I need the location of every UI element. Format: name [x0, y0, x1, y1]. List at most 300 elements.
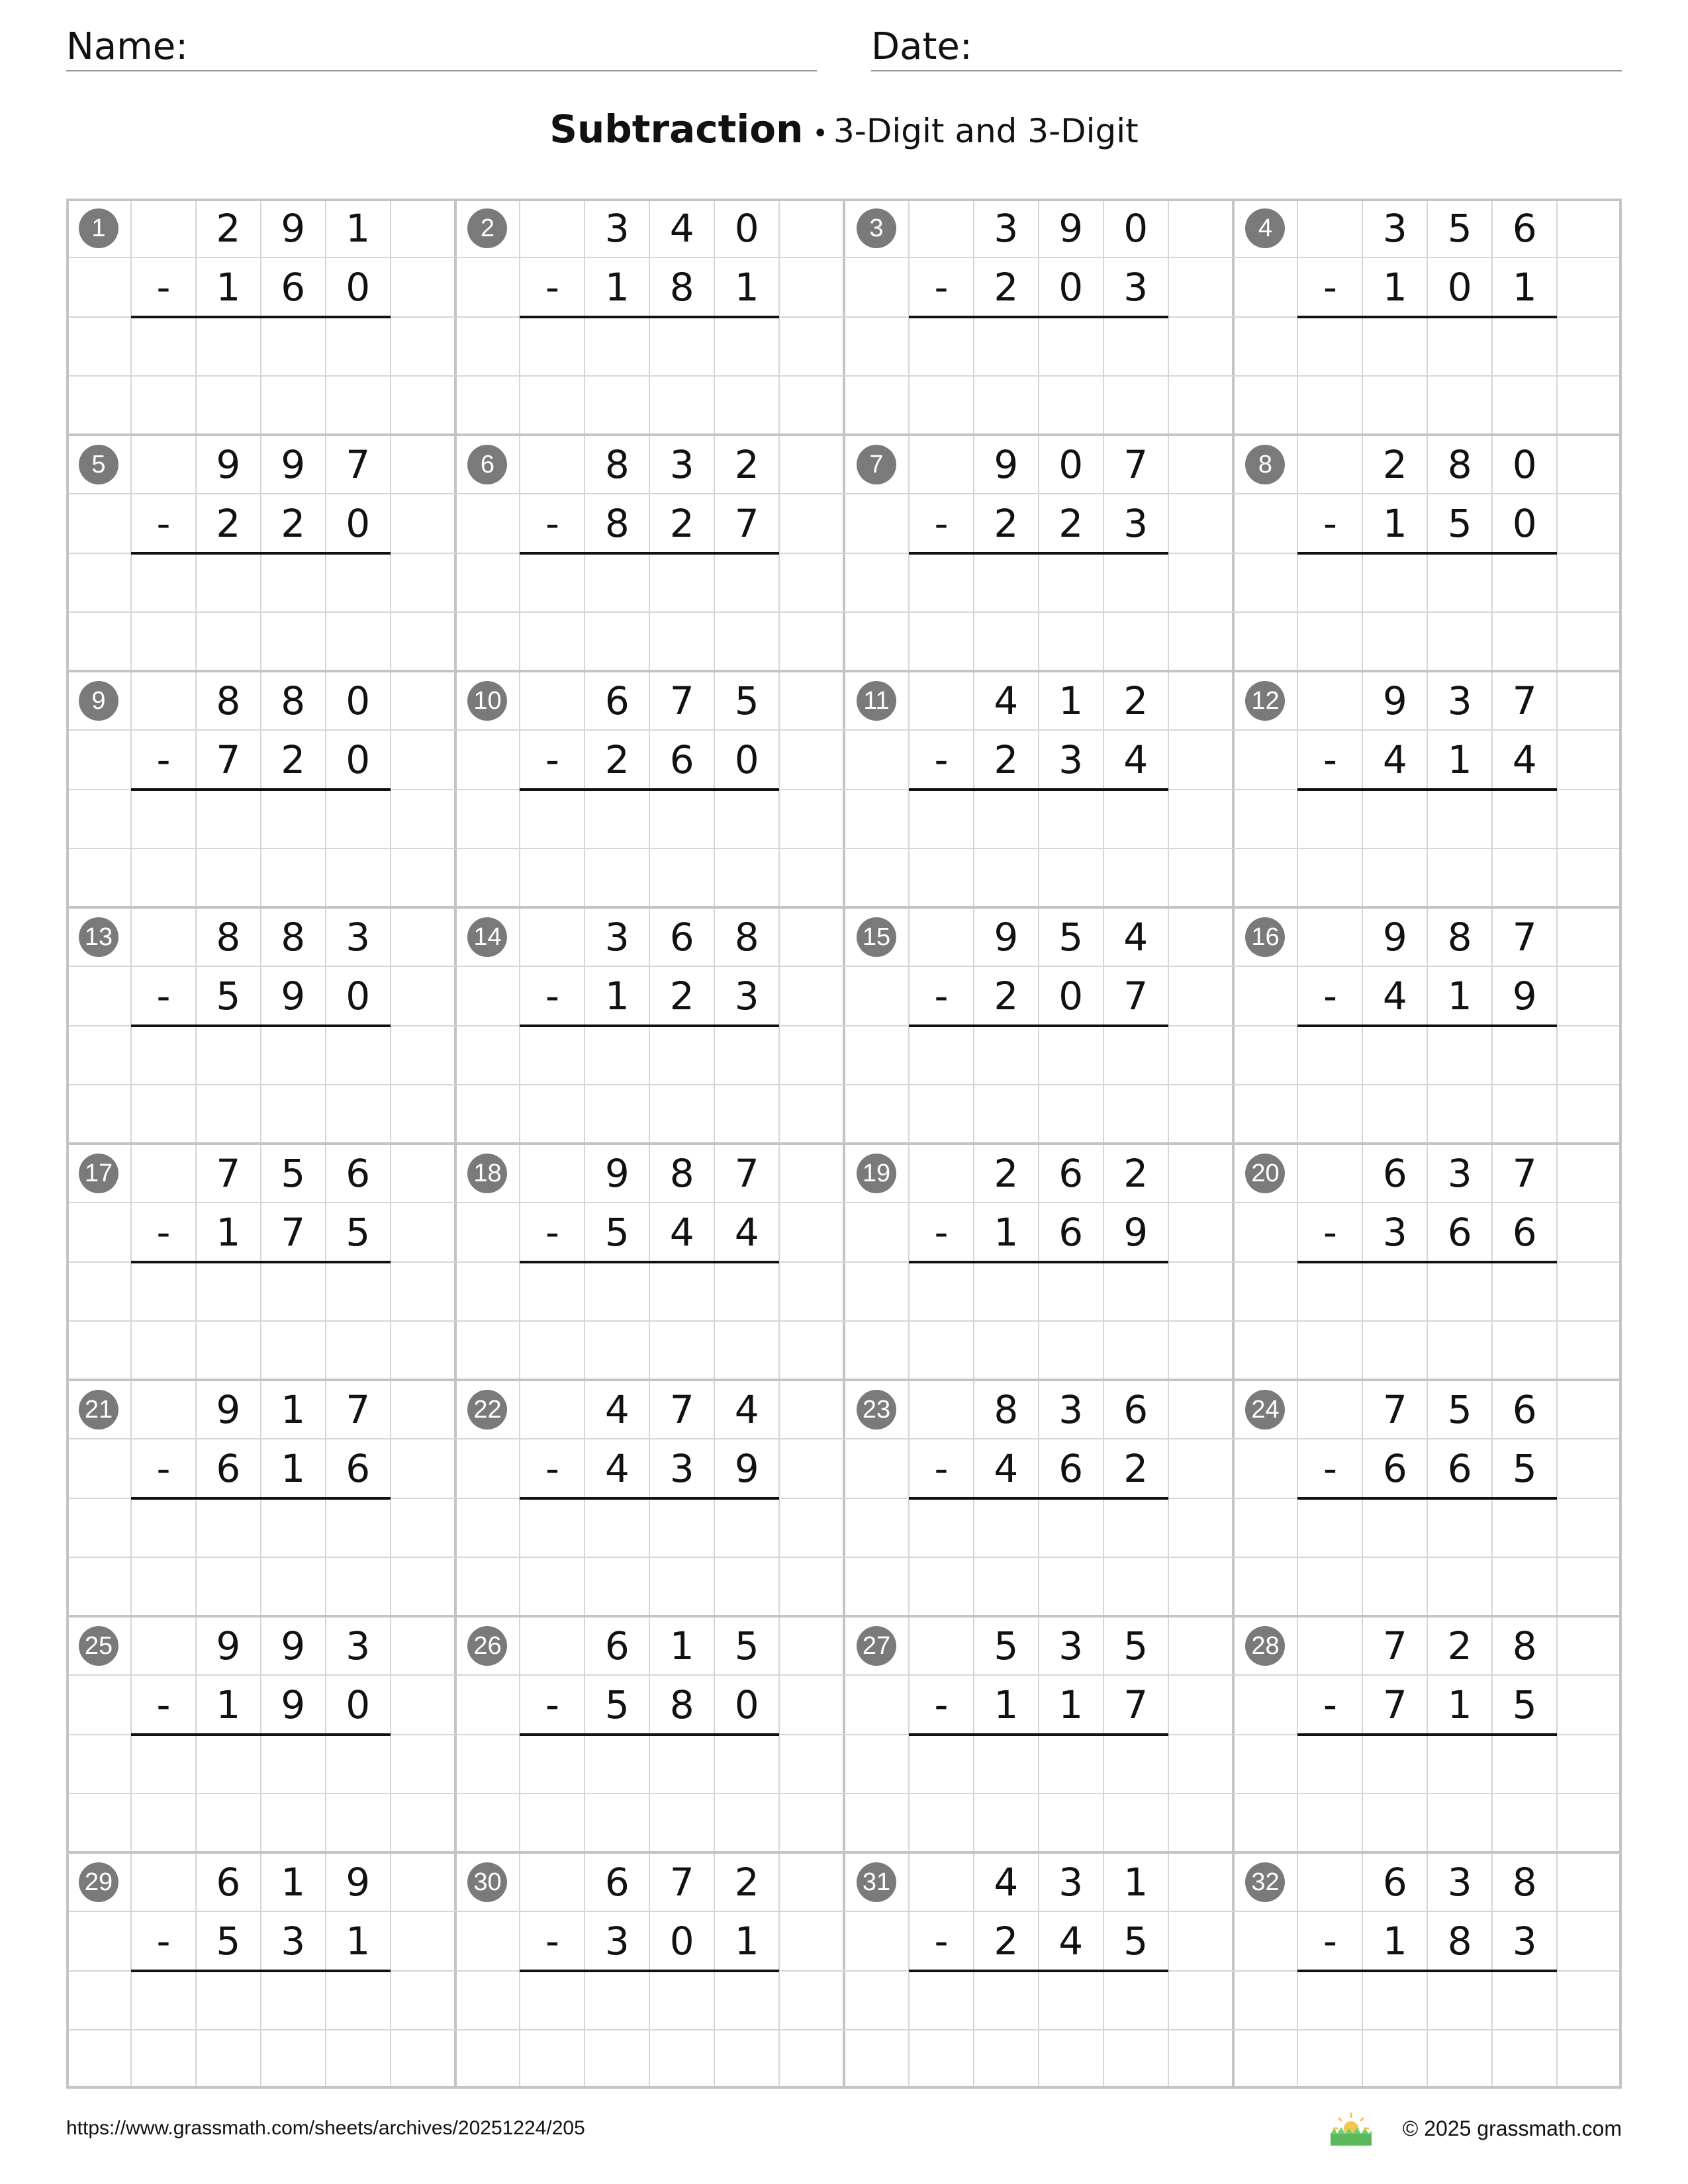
answer-cell[interactable]	[1492, 317, 1557, 376]
subtrahend-digit: 0	[1058, 265, 1084, 310]
subtrahend-digit: 6	[1058, 1210, 1084, 1255]
minuend-digit: 6	[1512, 1387, 1537, 1432]
minus-sign: -	[156, 1446, 171, 1492]
minus-sign: -	[545, 1446, 559, 1492]
minuend-digit: 7	[346, 1387, 371, 1432]
minuend-digit: 6	[604, 1860, 630, 1905]
minuend-digit: 6	[1382, 1151, 1407, 1196]
problem-number-badge: 32	[1245, 1862, 1285, 1902]
minuend-digit: 1	[1123, 1860, 1149, 1905]
minuend-digit: 5	[734, 1623, 759, 1668]
answer-cell[interactable]	[1362, 317, 1427, 376]
answer-cell[interactable]	[1427, 1735, 1492, 1794]
answer-cell[interactable]	[196, 317, 261, 376]
minus-sign: -	[156, 1682, 171, 1728]
minuend-digit: 2	[994, 1151, 1019, 1196]
minuend-digit: 5	[1123, 1623, 1149, 1668]
answer-cell[interactable]	[1362, 1971, 1427, 2030]
answer-cell[interactable]	[714, 317, 779, 376]
minuend-digit: 2	[1123, 1151, 1149, 1196]
minuend-digit: 1	[669, 1623, 694, 1668]
minus-sign: -	[934, 1210, 949, 1255]
subtrahend-digit: 4	[669, 1210, 694, 1255]
name-field[interactable]	[66, 24, 817, 71]
subtrahend-digit: 4	[994, 1446, 1019, 1492]
problem-number-badge: 26	[467, 1626, 507, 1666]
subtrahend-digit: 3	[1123, 501, 1149, 547]
problem-number-badge: 21	[79, 1390, 118, 1430]
answer-cell[interactable]	[649, 1971, 714, 2030]
answer-cell[interactable]	[585, 1498, 649, 1557]
date-field[interactable]	[871, 24, 1622, 71]
answer-cell[interactable]	[1427, 1026, 1492, 1085]
answer-cell[interactable]	[585, 790, 649, 848]
problem-number-badge: 3	[857, 208, 896, 248]
answer-cell[interactable]	[196, 1498, 261, 1557]
answer-cell[interactable]	[1039, 317, 1103, 376]
minus-sign: -	[934, 1682, 949, 1728]
problem-number-badge: 9	[79, 681, 118, 721]
minus-sign: -	[1323, 1446, 1337, 1492]
answer-cell[interactable]	[1362, 1262, 1427, 1321]
answer-cell[interactable]	[261, 790, 326, 848]
minuend-digit: 0	[1058, 442, 1084, 487]
minuend-digit: 8	[216, 678, 241, 723]
answer-cell[interactable]	[1362, 1735, 1427, 1794]
subtrahend-digit: 3	[734, 974, 759, 1019]
minus-sign: -	[545, 501, 559, 547]
answer-cell[interactable]	[326, 1498, 391, 1557]
subtrahend-digit: 6	[1512, 1210, 1537, 1255]
subtrahend-digit: 2	[994, 737, 1019, 783]
subtrahend-digit: 4	[734, 1210, 759, 1255]
minus-sign: -	[934, 1919, 949, 1964]
minuend-digit: 7	[1382, 1623, 1407, 1668]
minuend-digit: 7	[346, 442, 371, 487]
problem-number-badge: 4	[1245, 208, 1285, 248]
problem-number-badge: 24	[1245, 1390, 1285, 1430]
minuend-digit: 4	[669, 206, 694, 251]
answer-cell[interactable]	[649, 1498, 714, 1557]
subtrahend-digit: 8	[604, 501, 630, 547]
subtrahend-digit: 0	[669, 1919, 694, 1964]
answer-cell[interactable]	[974, 1026, 1039, 1085]
minus-sign: -	[1323, 974, 1337, 1019]
answer-cell[interactable]	[1492, 1026, 1557, 1085]
subtrahend-digit: 8	[669, 265, 694, 310]
subtrahend-digit: 6	[1447, 1446, 1472, 1492]
subtrahend-digit: 2	[281, 501, 306, 547]
subtrahend-digit: 0	[346, 501, 371, 547]
subtrahend-digit: 4	[1512, 737, 1537, 783]
answer-cell[interactable]	[1427, 790, 1492, 848]
minus-sign: -	[934, 974, 949, 1019]
minus-sign: -	[156, 974, 171, 1019]
answer-cell[interactable]	[1427, 1262, 1492, 1321]
subtrahend-digit: 2	[994, 501, 1019, 547]
minuend-digit: 8	[1447, 915, 1472, 960]
problem-number-badge: 13	[79, 917, 118, 957]
subtrahend-digit: 2	[604, 737, 630, 783]
minus-sign: -	[934, 265, 949, 310]
answer-cell[interactable]	[649, 317, 714, 376]
subtrahend-digit: 1	[1382, 1919, 1407, 1964]
subtrahend-digit: 2	[994, 974, 1019, 1019]
answer-cell[interactable]	[974, 553, 1039, 612]
answer-cell[interactable]	[1103, 1026, 1168, 1085]
subtrahend-digit: 7	[216, 737, 241, 783]
answer-cell[interactable]	[261, 1971, 326, 2030]
answer-cell[interactable]	[585, 1735, 649, 1794]
subtrahend-digit: 6	[216, 1446, 241, 1492]
answer-cell[interactable]	[974, 1498, 1039, 1557]
subtrahend-digit: 4	[1382, 974, 1407, 1019]
subtrahend-digit: 0	[734, 737, 759, 783]
subtrahend-digit: 2	[994, 265, 1019, 310]
answer-cell[interactable]	[1492, 790, 1557, 848]
subtrahend-digit: 2	[669, 974, 694, 1019]
subtrahend-digit: 0	[734, 1682, 759, 1728]
minuend-digit: 7	[1512, 678, 1537, 723]
subtrahend-digit: 3	[281, 1919, 306, 1964]
problem-number-badge: 15	[857, 917, 896, 957]
minuend-digit: 9	[281, 442, 306, 487]
minuend-digit: 3	[669, 442, 694, 487]
answer-cell[interactable]	[974, 1262, 1039, 1321]
problem-number-badge: 31	[857, 1862, 896, 1902]
subtrahend-digit: 1	[216, 265, 241, 310]
answer-cell[interactable]	[585, 1971, 649, 2030]
minuend-digit: 3	[1447, 1151, 1472, 1196]
answer-cell[interactable]	[261, 1026, 326, 1085]
answer-cell[interactable]	[649, 1262, 714, 1321]
subtrahend-digit: 1	[1058, 1682, 1084, 1728]
subtrahend-digit: 7	[734, 501, 759, 547]
answer-cell[interactable]	[1362, 553, 1427, 612]
minuend-digit: 9	[216, 1623, 241, 1668]
minuend-digit: 7	[1123, 442, 1149, 487]
answer-cell[interactable]	[714, 1971, 779, 2030]
answer-cell[interactable]	[585, 317, 649, 376]
minus-sign: -	[1323, 1919, 1337, 1964]
problem-number-badge: 8	[1245, 445, 1285, 484]
minuend-digit: 3	[1058, 1860, 1084, 1905]
answer-cell[interactable]	[1427, 553, 1492, 612]
problem-number-badge: 22	[467, 1390, 507, 1430]
minus-sign: -	[156, 501, 171, 547]
problem-number-badge: 27	[857, 1626, 896, 1666]
minuend-digit: 8	[734, 915, 759, 960]
subtrahend-digit: 4	[1123, 737, 1149, 783]
minuend-digit: 8	[669, 1151, 694, 1196]
problem-number-badge: 30	[467, 1862, 507, 1902]
subtrahend-digit: 4	[604, 1446, 630, 1492]
minuend-digit: 4	[994, 1860, 1019, 1905]
answer-cell[interactable]	[196, 1971, 261, 2030]
minuend-digit: 8	[1512, 1623, 1537, 1668]
minus-sign: -	[156, 737, 171, 783]
worksheet-title	[0, 99, 1688, 163]
answer-cell[interactable]	[714, 790, 779, 848]
subtrahend-digit: 1	[734, 1919, 759, 1964]
problem-number-badge: 20	[1245, 1154, 1285, 1193]
minuend-digit: 8	[281, 678, 306, 723]
minuend-digit: 2	[1382, 442, 1407, 487]
minuend-digit: 3	[1058, 1387, 1084, 1432]
subtrahend-digit: 0	[346, 265, 371, 310]
subtrahend-digit: 3	[604, 1919, 630, 1964]
subtrahend-digit: 4	[1058, 1919, 1084, 1964]
date-label: Date:	[871, 25, 972, 68]
minuend-digit: 9	[994, 442, 1019, 487]
answer-cell[interactable]	[585, 553, 649, 612]
minus-sign: -	[934, 737, 949, 783]
minuend-digit: 6	[669, 915, 694, 960]
answer-cell[interactable]	[585, 1026, 649, 1085]
minuend-digit: 3	[1447, 1860, 1472, 1905]
minuend-digit: 8	[1447, 442, 1472, 487]
subtrahend-digit: 3	[1123, 265, 1149, 310]
minuend-digit: 6	[216, 1860, 241, 1905]
minus-sign: -	[545, 737, 559, 783]
minus-sign: -	[156, 1210, 171, 1255]
answer-cell[interactable]	[1362, 1026, 1427, 1085]
subtrahend-digit: 5	[1123, 1919, 1149, 1964]
subtrahend-digit: 5	[346, 1210, 371, 1255]
minuend-digit: 3	[994, 206, 1019, 251]
minuend-digit: 9	[216, 1387, 241, 1432]
answer-cell[interactable]	[1039, 1026, 1103, 1085]
answer-cell[interactable]	[1362, 1498, 1427, 1557]
subtrahend-digit: 4	[1382, 737, 1407, 783]
answer-cell[interactable]	[326, 1262, 391, 1321]
answer-cell[interactable]	[1427, 317, 1492, 376]
minuend-digit: 9	[1382, 915, 1407, 960]
answer-cell[interactable]	[649, 790, 714, 848]
subtrahend-digit: 0	[346, 974, 371, 1019]
answer-cell[interactable]	[1427, 1971, 1492, 2030]
minuend-digit: 6	[1382, 1860, 1407, 1905]
answer-cell[interactable]	[714, 553, 779, 612]
answer-cell[interactable]	[196, 1735, 261, 1794]
minus-sign: -	[934, 501, 949, 547]
subtrahend-digit: 7	[1382, 1682, 1407, 1728]
answer-cell[interactable]	[1103, 790, 1168, 848]
minuend-digit: 9	[281, 206, 306, 251]
subtrahend-digit: 1	[216, 1210, 241, 1255]
answer-cell[interactable]	[974, 317, 1039, 376]
answer-cell[interactable]	[1492, 1498, 1557, 1557]
problem-number-badge: 25	[79, 1626, 118, 1666]
subtrahend-digit: 7	[281, 1210, 306, 1255]
subtrahend-digit: 9	[1512, 974, 1537, 1019]
answer-cell[interactable]	[1103, 553, 1168, 612]
answer-cell[interactable]	[1362, 790, 1427, 848]
answer-cell[interactable]	[196, 1026, 261, 1085]
minuend-digit: 9	[281, 1623, 306, 1668]
answer-cell[interactable]	[326, 1735, 391, 1794]
subtrahend-digit: 2	[994, 1919, 1019, 1964]
minus-sign: -	[545, 1682, 559, 1728]
problem-number-badge: 12	[1245, 681, 1285, 721]
subtrahend-digit: 1	[1382, 501, 1407, 547]
minuend-digit: 5	[1058, 915, 1084, 960]
answer-cell[interactable]	[1103, 1735, 1168, 1794]
subtrahend-digit: 3	[1512, 1919, 1537, 1964]
minuend-digit: 3	[346, 915, 371, 960]
answer-cell[interactable]	[326, 790, 391, 848]
minuend-digit: 9	[604, 1151, 630, 1196]
answer-cell[interactable]	[1492, 553, 1557, 612]
subtrahend-digit: 1	[734, 265, 759, 310]
subtrahend-digit: 6	[1382, 1446, 1407, 1492]
minus-sign: -	[1323, 1682, 1337, 1728]
answer-cell[interactable]	[649, 553, 714, 612]
minus-sign: -	[545, 974, 559, 1019]
subtrahend-digit: 1	[1447, 737, 1472, 783]
answer-cell[interactable]	[1039, 553, 1103, 612]
answer-cell[interactable]	[974, 790, 1039, 848]
minuend-digit: 6	[346, 1151, 371, 1196]
minuend-digit: 0	[346, 678, 371, 723]
subtrahend-digit: 1	[604, 265, 630, 310]
subtrahend-digit: 0	[346, 1682, 371, 1728]
answer-cell[interactable]	[974, 1735, 1039, 1794]
minuend-digit: 2	[734, 442, 759, 487]
subtrahend-digit: 1	[281, 1446, 306, 1492]
subtrahend-digit: 0	[346, 737, 371, 783]
answer-cell[interactable]	[1103, 317, 1168, 376]
minus-sign: -	[156, 1919, 171, 1964]
answer-cell[interactable]	[714, 1735, 779, 1794]
answer-cell[interactable]	[326, 553, 391, 612]
minuend-digit: 5	[734, 678, 759, 723]
minuend-digit: 6	[1512, 206, 1537, 251]
minus-sign: -	[1323, 1210, 1337, 1255]
answer-cell[interactable]	[196, 553, 261, 612]
answer-cell[interactable]	[326, 1026, 391, 1085]
minuend-digit: 9	[994, 915, 1019, 960]
answer-cell[interactable]	[649, 1735, 714, 1794]
subtrahend-digit: 0	[1447, 265, 1472, 310]
minuend-digit: 6	[604, 678, 630, 723]
minuend-digit: 1	[1058, 678, 1084, 723]
answer-cell[interactable]	[1427, 1498, 1492, 1557]
answer-cell[interactable]	[1103, 1262, 1168, 1321]
minuend-digit: 2	[1447, 1623, 1472, 1668]
minuend-digit: 3	[1382, 206, 1407, 251]
subtrahend-digit: 5	[604, 1682, 630, 1728]
subtrahend-digit: 1	[216, 1682, 241, 1728]
answer-cell[interactable]	[196, 790, 261, 848]
answer-cell[interactable]	[974, 1971, 1039, 2030]
subtrahend-digit: 9	[1123, 1210, 1149, 1255]
problem-grid	[66, 199, 1622, 2089]
minuend-digit: 3	[604, 915, 630, 960]
minuend-digit: 1	[346, 206, 371, 251]
minuend-digit: 7	[1512, 1151, 1537, 1196]
minus-sign: -	[1323, 265, 1337, 310]
subtrahend-digit: 6	[669, 737, 694, 783]
answer-cell[interactable]	[261, 317, 326, 376]
answer-cell[interactable]	[326, 317, 391, 376]
minuend-digit: 7	[734, 1151, 759, 1196]
answer-cell[interactable]	[714, 1026, 779, 1085]
subtrahend-digit: 9	[734, 1446, 759, 1492]
answer-cell[interactable]	[196, 1262, 261, 1321]
answer-cell[interactable]	[714, 1498, 779, 1557]
subtrahend-digit: 8	[669, 1682, 694, 1728]
answer-cell[interactable]	[1039, 1735, 1103, 1794]
subtrahend-digit: 1	[1512, 265, 1537, 310]
minuend-digit: 3	[604, 206, 630, 251]
answer-cell[interactable]	[261, 1735, 326, 1794]
minuend-digit: 5	[1447, 1387, 1472, 1432]
answer-cell[interactable]	[649, 1026, 714, 1085]
grass-sun-logo-icon	[1328, 2109, 1374, 2148]
answer-cell[interactable]	[1039, 1971, 1103, 2030]
subtrahend-digit: 6	[1447, 1210, 1472, 1255]
subtrahend-digit: 6	[281, 265, 306, 310]
title-separator: •	[812, 118, 828, 149]
answer-cell[interactable]	[1039, 1262, 1103, 1321]
subtrahend-digit: 0	[1512, 501, 1537, 547]
subtrahend-digit: 1	[1447, 974, 1472, 1019]
problem-number-badge: 19	[857, 1154, 896, 1193]
answer-cell[interactable]	[585, 1262, 649, 1321]
answer-cell[interactable]	[1103, 1971, 1168, 2030]
subtrahend-digit: 3	[669, 1446, 694, 1492]
answer-cell[interactable]	[1492, 1262, 1557, 1321]
minuend-digit: 9	[1382, 678, 1407, 723]
answer-cell[interactable]	[261, 1262, 326, 1321]
subtrahend-digit: 2	[1123, 1446, 1149, 1492]
answer-cell[interactable]	[261, 553, 326, 612]
problem-number-badge: 11	[857, 681, 896, 721]
subtrahend-digit: 3	[1382, 1210, 1407, 1255]
answer-cell[interactable]	[1492, 1971, 1557, 2030]
minus-sign: -	[545, 1210, 559, 1255]
minus-sign: -	[1323, 737, 1337, 783]
minuend-digit: 4	[734, 1387, 759, 1432]
minuend-digit: 9	[1058, 206, 1084, 251]
minus-sign: -	[934, 1446, 949, 1492]
answer-cell[interactable]	[714, 1262, 779, 1321]
minuend-digit: 7	[669, 678, 694, 723]
minuend-digit: 3	[346, 1623, 371, 1668]
subtrahend-digit: 0	[1058, 974, 1084, 1019]
minuend-digit: 2	[734, 1860, 759, 1905]
answer-cell[interactable]	[261, 1498, 326, 1557]
subtrahend-digit: 9	[281, 1682, 306, 1728]
minuend-digit: 1	[281, 1860, 306, 1905]
problem-number-badge: 1	[79, 208, 118, 248]
minuend-digit: 4	[1123, 915, 1149, 960]
problem-number-badge: 7	[857, 445, 896, 484]
answer-cell[interactable]	[1039, 1498, 1103, 1557]
subtrahend-digit: 1	[1447, 1682, 1472, 1728]
minuend-digit: 8	[216, 915, 241, 960]
subtrahend-digit: 1	[994, 1210, 1019, 1255]
answer-cell[interactable]	[1492, 1735, 1557, 1794]
problem-number-badge: 28	[1245, 1626, 1285, 1666]
answer-cell[interactable]	[326, 1971, 391, 2030]
answer-cell[interactable]	[1039, 790, 1103, 848]
minuend-digit: 9	[216, 442, 241, 487]
minuend-digit: 6	[1058, 1151, 1084, 1196]
answer-cell[interactable]	[1103, 1498, 1168, 1557]
subtrahend-digit: 7	[1123, 974, 1149, 1019]
